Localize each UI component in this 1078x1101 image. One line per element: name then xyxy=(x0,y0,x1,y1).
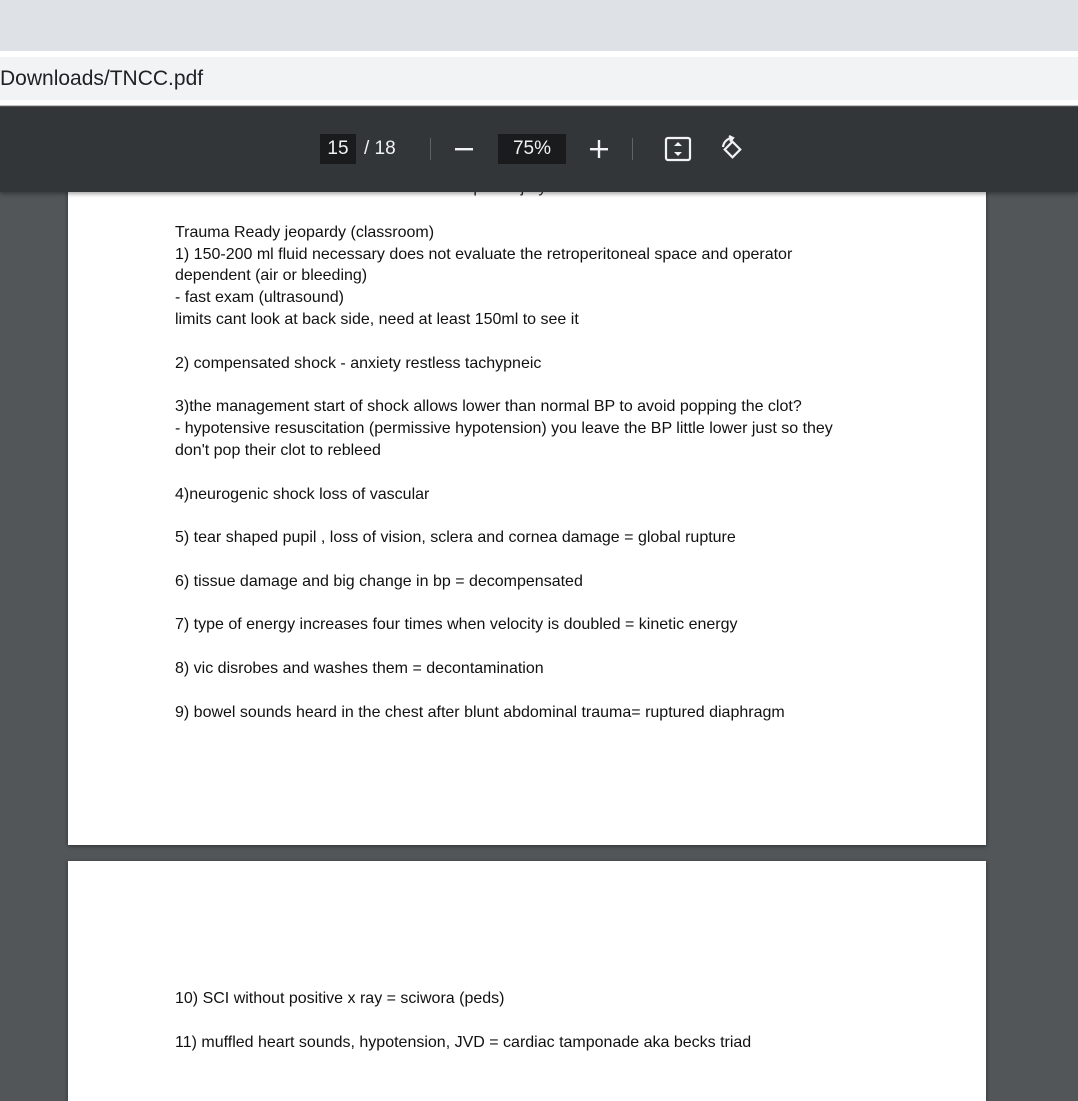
page-number-input[interactable]: 15 xyxy=(320,134,356,164)
doc-line: 9) bowel sounds heard in the chest after blunt abdominal trauma= ruptured diaphragm xyxy=(175,704,785,721)
doc-line: limits cant look at back side, need at least 150ml to see it xyxy=(175,311,579,328)
rotate-icon xyxy=(718,135,746,163)
doc-line: 3)the management start of shock allows lower than normal BP to avoid popping the clot? xyxy=(175,398,802,415)
doc-line: 6) tissue damage and big change in bp = decompensated xyxy=(175,573,583,590)
pdf-viewer[interactable] xyxy=(0,192,1078,1080)
fit-to-page-button[interactable] xyxy=(660,131,696,167)
toolbar-divider xyxy=(632,138,633,160)
address-bar[interactable] xyxy=(0,51,1078,106)
pdf-page-16 xyxy=(68,861,986,1101)
doc-line: 1) 150-200 ml fluid necessary does not evaluate the retroperitoneal space and operator xyxy=(175,246,793,263)
doc-line: 8) vic disrobes and washes them = decontamination xyxy=(175,660,544,677)
doc-line: 2) compensated shock - anxiety restless tachypneic xyxy=(175,355,542,372)
browser-tab-strip xyxy=(0,0,1078,51)
doc-line: 10) SCI without positive x ray = sciwora (peds) xyxy=(175,990,505,1007)
page-total: / 18 xyxy=(364,138,396,159)
minus-icon xyxy=(453,138,475,160)
address-field[interactable] xyxy=(0,57,1078,100)
doc-line: - hypotensive resuscitation (permissive hypotension) you leave the BP little lower just so they xyxy=(175,420,833,437)
plus-icon xyxy=(588,138,610,160)
doc-line: 7) type of energy increases four times when velocity is doubled = kinetic energy xyxy=(175,616,738,633)
doc-line: 11) muffled heart sounds, hypotension, JVD = cardiac tamponade aka becks triad xyxy=(175,1034,752,1051)
doc-line: - fast exam (ultrasound) xyxy=(175,289,344,306)
doc-line: 5) tear shaped pupil , loss of vision, sclera and cornea damage = global rupture xyxy=(175,529,736,546)
address-text[interactable]: Downloads/TNCC.pdf xyxy=(0,66,204,90)
doc-line: dependent (air or bleeding) xyxy=(175,267,368,284)
doc-heading: Trauma Ready jeopardy (classroom) xyxy=(175,224,435,241)
pdf-page-15 xyxy=(68,172,986,845)
rotate-button[interactable] xyxy=(714,131,750,167)
fit-to-page-icon xyxy=(664,136,692,162)
zoom-level-input[interactable]: 75% xyxy=(498,134,566,164)
doc-line: 4)neurogenic shock loss of vascular xyxy=(175,486,430,503)
doc-line: don't pop their clot to rebleed xyxy=(175,442,381,459)
toolbar-divider xyxy=(430,138,431,160)
zoom-out-button[interactable] xyxy=(446,131,482,167)
zoom-in-button[interactable] xyxy=(581,131,617,167)
